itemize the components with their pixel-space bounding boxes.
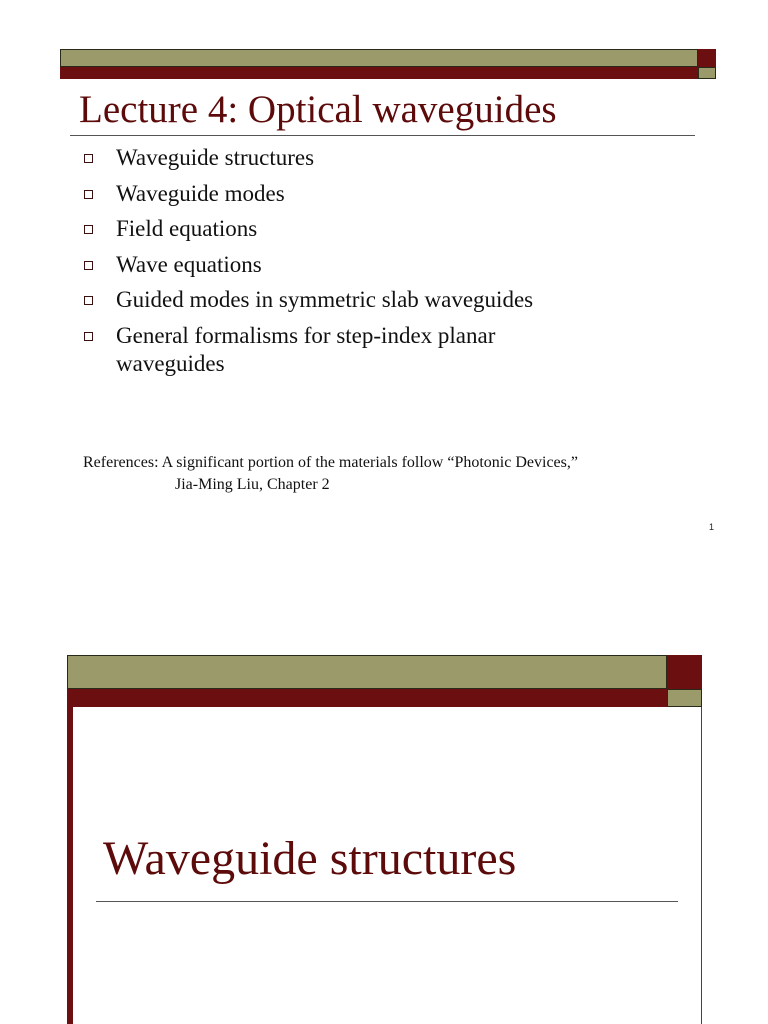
header-bar-maroon bbox=[67, 689, 667, 707]
page-number: 1 bbox=[709, 522, 715, 532]
section-title: Waveguide structures bbox=[103, 832, 517, 885]
references-line-1: References: A significant portion of the materials follow “Photonic Devices,” bbox=[83, 454, 578, 471]
header-bar-olive bbox=[60, 49, 698, 67]
bullet-text: Guided modes in symmetric slab waveguides bbox=[116, 287, 534, 312]
square-bullet-icon bbox=[84, 261, 93, 270]
list-item bbox=[82, 144, 682, 172]
list-item bbox=[82, 215, 682, 243]
references-line-2: Jia-Ming Liu, Chapter 2 bbox=[175, 476, 330, 493]
bullet-text: Wave equations bbox=[116, 251, 262, 277]
right-border-line bbox=[701, 707, 702, 1024]
bullet-text: General formalisms for step-index planar waveguides bbox=[116, 322, 496, 376]
header-bar-maroon bbox=[60, 67, 698, 79]
title-divider bbox=[70, 135, 695, 136]
square-bullet-icon bbox=[84, 190, 93, 199]
bullet-text: Field equations bbox=[116, 216, 258, 241]
header-corner-square-maroon bbox=[667, 655, 702, 689]
left-border-bar bbox=[67, 707, 73, 1024]
square-bullet-icon bbox=[84, 154, 93, 163]
header-bar-olive bbox=[67, 655, 667, 689]
square-bullet-icon bbox=[84, 225, 93, 234]
square-bullet-icon bbox=[84, 296, 93, 305]
list-item bbox=[82, 322, 586, 378]
slide-2 bbox=[0, 655, 768, 1024]
square-bullet-icon bbox=[84, 332, 93, 341]
header-corner-square-maroon bbox=[698, 49, 716, 67]
bullet-text: Waveguide modes bbox=[116, 180, 285, 206]
bullet-list bbox=[82, 144, 682, 385]
list-item bbox=[82, 286, 682, 314]
references bbox=[83, 452, 578, 496]
slide-title: Lecture 4: Optical waveguides bbox=[79, 88, 557, 131]
header-corner-square-olive bbox=[667, 689, 702, 707]
header-corner-square-olive bbox=[698, 67, 716, 79]
title-divider bbox=[96, 901, 678, 902]
bullet-text: Waveguide structures bbox=[116, 145, 315, 170]
list-item bbox=[82, 251, 682, 279]
list-item bbox=[82, 180, 682, 208]
